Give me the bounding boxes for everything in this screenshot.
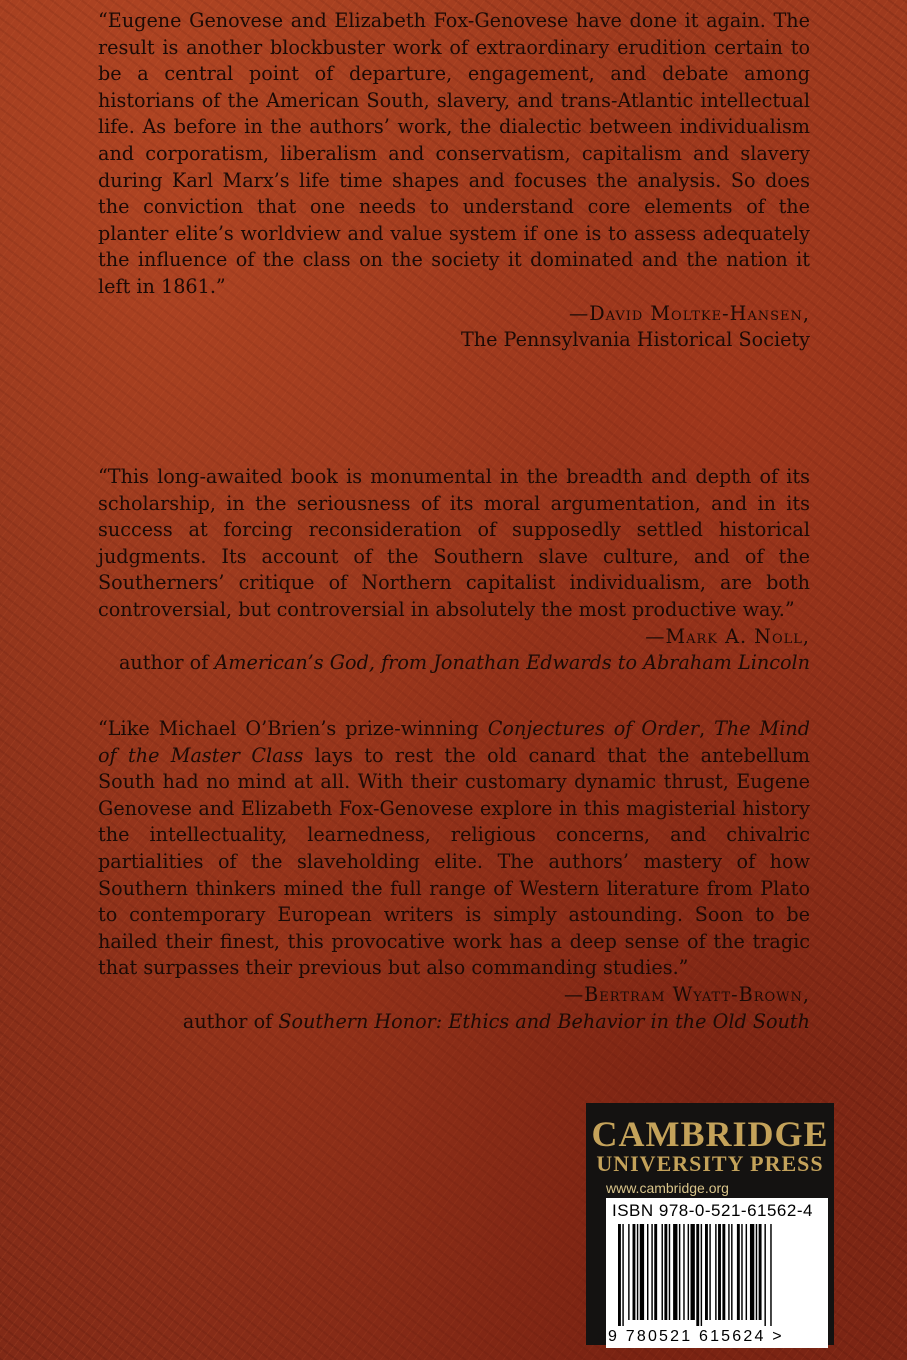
review-blurb-1: [98, 8, 810, 354]
barcode-bar: [737, 1224, 740, 1320]
barcode-bar: [701, 1224, 702, 1326]
book-title: Conjectures of Order: [487, 717, 700, 740]
book-title: Southern Honor: Ethics and Behavior in the Old South: [278, 1009, 810, 1033]
barcode-bar: [691, 1224, 695, 1320]
isbn-label: ISBN 978-0-521-61562-4: [612, 1201, 813, 1220]
quote-text: ,: [699, 717, 715, 740]
review-author: —Bertram Wyatt-Brown,: [563, 982, 810, 1006]
barcode-bar: [633, 1224, 636, 1320]
barcode-bar: [651, 1224, 652, 1320]
barcode-digits: 9 780521 615624 >: [608, 1328, 784, 1345]
book-title: The Mind of the Master Class: [98, 717, 810, 767]
review-blurb-2: [98, 464, 810, 677]
barcode-icon: [610, 1224, 824, 1326]
barcode-bar: [709, 1224, 710, 1320]
publisher-url: www.cambridge.org: [606, 1180, 729, 1196]
quote-text: lays to rest the old canard that the antebellum South had no mind at all. With their customary dynamic thrust, Eugene Genovese and Elizabeth Fox-Genovese explore in this magisterial history the intellectuality, learnedness, religious concerns, and chivalric partialities of the slaveholding elite. The authors’ mastery of how Southern thinkers mined the full range of Western literature from Plato to contemporary European writers is simply astounding. Soon to be hailed their finest, this provocative work has a deep sense of the tragic that surpasses their previous but also commanding studies.”: [98, 743, 810, 980]
review-quote: “Eugene Genovese and Elizabeth Fox-Genovese have done it again. The result is another blockbuster work of extraordinary erudition certain to be a central point of departure, engagement, and debate among historians of the American South, slavery, and trans-Atlantic intellectual life. As before in the authors’ work, the dialectic between individualism and corporatism, liberalism and conservatism, capitalism and slavery during Karl Marx’s life time shapes and focuses the analysis. So does the conviction that one needs to understand core elements of the planter elite’s worldview and value system if one is to assess adequately the influence of the class on the society it dominated and the nation it left in 1861.”: [98, 9, 810, 298]
barcode-bar: [746, 1224, 747, 1320]
barcode-bar: [688, 1224, 689, 1320]
barcode-bar: [718, 1224, 721, 1320]
barcode-bar: [669, 1224, 670, 1320]
barcode-bar: [622, 1224, 623, 1326]
review-affiliation: [98, 1009, 810, 1036]
barcode-bar: [647, 1224, 648, 1320]
quote-text: “Like Michael O’Brien’s prize-winning: [98, 717, 488, 740]
barcode-bar: [664, 1224, 667, 1320]
barcode-bar: [628, 1224, 629, 1320]
barcode-bar: [759, 1224, 762, 1320]
barcode-bar: [662, 1224, 663, 1320]
barcode-bar: [640, 1224, 644, 1320]
review-quote: [98, 716, 810, 982]
barcode-bar: [756, 1224, 757, 1320]
affiliation-prefix: author of: [182, 1009, 279, 1033]
barcode-bar: [696, 1224, 699, 1326]
barcode-bar: [731, 1224, 732, 1320]
barcode-bar: [715, 1224, 716, 1320]
review-affiliation: The Pennsylvania Historical Society: [460, 328, 810, 352]
review-author: —Mark A. Noll,: [645, 624, 810, 648]
book-title: American’s God, from Jonathan Edwards to Abraham Lincoln: [214, 651, 810, 675]
publisher-subname: UNIVERSITY PRESS: [596, 1151, 824, 1176]
barcode-bar: [750, 1224, 754, 1320]
barcode-bar: [728, 1224, 729, 1320]
barcode-bar: [673, 1224, 677, 1320]
barcode-bar: [764, 1224, 765, 1326]
publisher-name: CAMBRIDGE: [591, 1114, 829, 1154]
barcode-bar: [637, 1224, 638, 1320]
barcode-bar: [741, 1224, 742, 1320]
review-author: —David Moltke-Hansen,: [569, 301, 810, 325]
review-quote: “This long-awaited book is monumental in the breadth and depth of its scholarship, in the seriousness of its moral argumentation, and in its success at forcing reconsideration of supposedly settled historical judgments. Its account of the Southern slave culture, and of the Southerners’ critique of Northern capitalist individualism, are both controversial, but controversial in absolutely the most productive way.”: [98, 465, 810, 621]
barcode-bar: [683, 1224, 684, 1320]
review-blurb-3: [98, 716, 810, 1035]
barcode-bar: [705, 1224, 708, 1320]
affiliation-prefix: author of: [118, 651, 215, 675]
barcode-bar: [654, 1224, 657, 1320]
barcode-bar: [770, 1224, 771, 1326]
barcode-bar: [722, 1224, 725, 1320]
review-affiliation: [98, 650, 810, 677]
barcode-bar: [679, 1224, 680, 1320]
barcode-bar: [618, 1224, 621, 1326]
isbn-barcode: [606, 1198, 828, 1348]
